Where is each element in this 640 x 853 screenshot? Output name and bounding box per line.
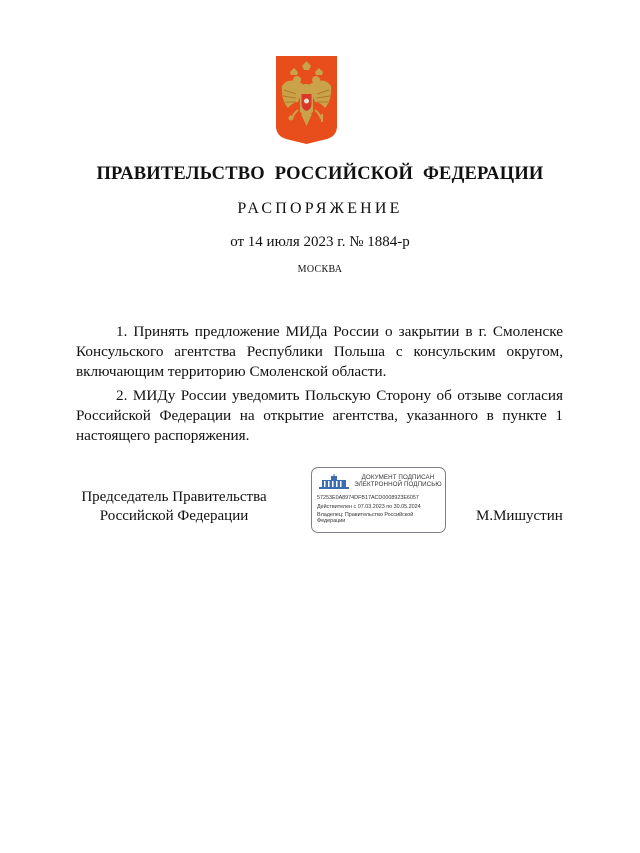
document-date-number: от 14 июля 2023 г. № 1884-р xyxy=(230,234,410,250)
signatory-position-line2: Российской Федерации xyxy=(99,508,249,524)
stamp-owner-line2: Федерации xyxy=(317,518,346,525)
stamp-certificate-serial: 57253E0A8974DFB17ACD0008923E6057 xyxy=(317,495,419,501)
document-city: МОСКВА xyxy=(297,264,343,275)
signatory-position xyxy=(60,488,288,526)
e-signature-stamp xyxy=(311,467,446,533)
document-type: РАСПОРЯЖЕНИЕ xyxy=(237,200,403,217)
government-title: ПРАВИТЕЛЬСТВО РОССИЙСКОЙ ФЕДЕРАЦИИ xyxy=(96,164,544,184)
coat-of-arms-emblem xyxy=(276,56,337,144)
stamp-owner xyxy=(317,512,427,525)
stamp-title-line1: ДОКУМЕНТ ПОДПИСАН xyxy=(361,474,435,481)
stamp-validity: Действителен с 07.03.2023 по 30.05.2024 xyxy=(317,504,421,510)
signatory-position-line1: Председатель Правительства xyxy=(81,489,267,505)
stamp-title-line2: ЭЛЕКТРОННОЙ ПОДПИСЬЮ xyxy=(354,481,442,489)
stamp-owner-line1: Владелец: Правительство Российской xyxy=(317,512,414,518)
russian-coat-of-arms-icon xyxy=(276,56,337,144)
stamp-title xyxy=(354,474,442,489)
paragraph-2: 2. МИДу России уведомить Польскую Сторону об отзыве согласия Российской Федерации на открытие агентства, указанного в пункте 1 настоящего распоряжения. xyxy=(76,387,563,444)
signatory-name: М.Мишустин xyxy=(476,508,563,524)
paragraph-1: 1. Принять предложение МИДа России о закрытии в г. Смоленске Консульского агентства Республики Польша с консульским округом, включающим территорию Смоленской области. xyxy=(76,323,563,380)
government-building-icon xyxy=(318,474,350,490)
